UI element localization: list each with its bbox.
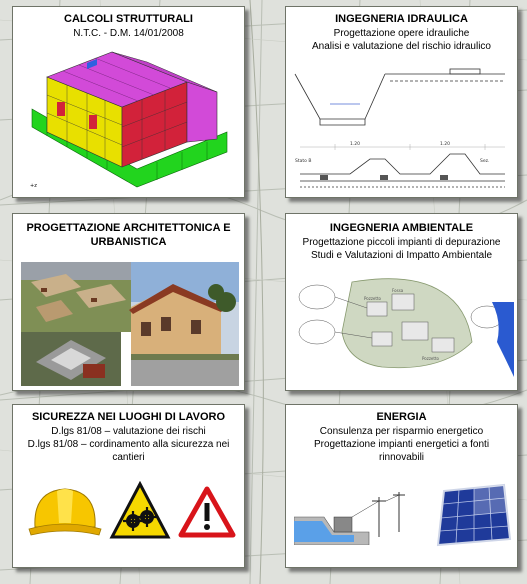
general-danger-icon bbox=[178, 485, 236, 541]
card-environmental-engineering bbox=[285, 213, 518, 391]
svg-text:Fossa: Fossa bbox=[392, 288, 404, 293]
card-energy bbox=[285, 404, 518, 568]
card-line: N.T.C. - D.M. 14/01/2008 bbox=[73, 28, 184, 39]
card-title: PROGETTAZIONE ARCHITETTONICA E URBANISTICA bbox=[26, 222, 231, 248]
svg-text:Pozzetto: Pozzetto bbox=[422, 356, 439, 361]
card-title: INGEGNERIA IDRAULICA bbox=[335, 13, 468, 25]
machinery-warning-icon bbox=[109, 481, 171, 545]
hydraulic-section-drawing bbox=[290, 59, 514, 195]
svg-text:Pozzetto: Pozzetto bbox=[364, 296, 381, 301]
card-workplace-safety bbox=[12, 404, 245, 568]
svg-text:Stato B: Stato B bbox=[295, 159, 312, 164]
svg-text:1.20: 1.20 bbox=[440, 142, 451, 147]
svg-text:1.20: 1.20 bbox=[350, 142, 361, 147]
treatment-plant-diagram bbox=[292, 272, 514, 384]
card-title: CALCOLI STRUTTURALI bbox=[64, 13, 193, 25]
card-line: Progettazione piccoli impianti di depurazione bbox=[302, 237, 501, 248]
card-line: Progettazione opere idrauliche bbox=[333, 28, 470, 39]
card-title: ENERGIA bbox=[376, 411, 427, 423]
card-title: SICUREZZA NEI LUOGHI DI LAVORO bbox=[31, 411, 226, 423]
card-line: Progettazione impianti energetici a fonti rinnovabili bbox=[313, 439, 490, 463]
svg-text:+z: +z bbox=[30, 183, 37, 189]
hydro-power-illustration bbox=[294, 487, 406, 545]
card-line: Studi e Valutazioni di Impatto Ambientale bbox=[310, 250, 493, 261]
card-hydraulic-engineering bbox=[285, 6, 518, 198]
card-line: D.lgs 81/08 – valutazione dei rischi bbox=[51, 426, 206, 437]
card-line: Consulenza per risparmio energetico bbox=[319, 426, 484, 437]
card-line: Analisi e valutazione del rischio idraulico bbox=[312, 41, 491, 52]
safety-helmet-icon bbox=[27, 483, 103, 545]
architectural-renders-image bbox=[21, 262, 239, 386]
card-line: D.lgs 81/08 – cordinamento alla sicurezza nei cantieri bbox=[27, 439, 230, 463]
card-architectural-design bbox=[12, 213, 245, 391]
solar-panel-icon bbox=[434, 481, 512, 549]
structural-model-image bbox=[27, 47, 232, 191]
card-title: INGEGNERIA AMBIENTALE bbox=[329, 222, 474, 234]
svg-text:Sez.: Sez. bbox=[480, 159, 490, 164]
card-structural-calculations bbox=[12, 6, 245, 198]
